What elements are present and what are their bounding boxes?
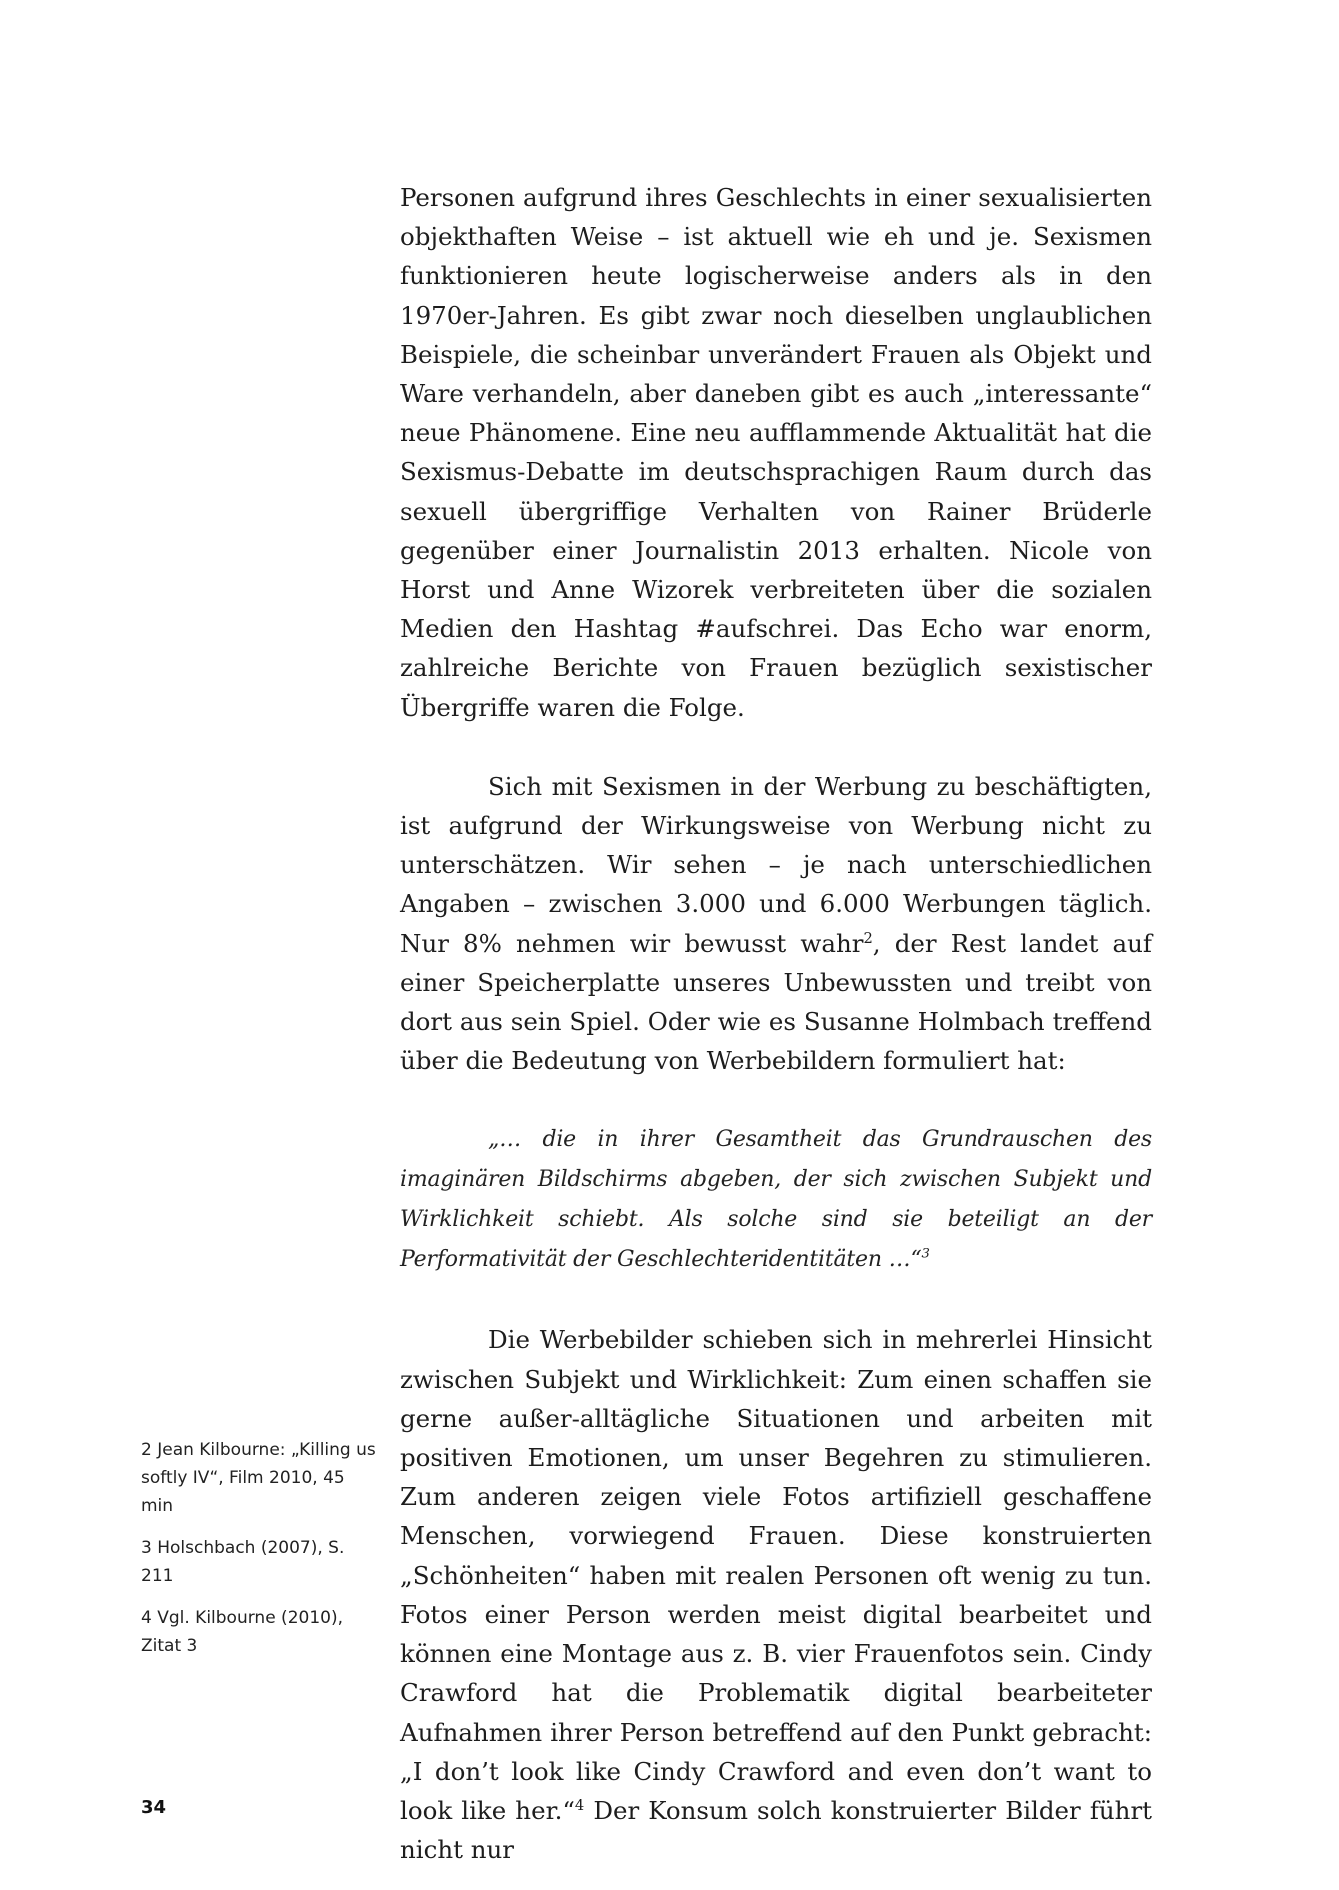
footnote-4: 4 Vgl. Kilbourne (2010), Zitat 3 [141,1608,343,1656]
body-paragraph-3-text-a: Die Werbebilder schieben sich in mehrerlei Hinsicht zwischen Subjekt und Wirklichkeit: Zum einen schaffen sie gerne außer-alltägliche Situationen und arbeiten mit positiven Emotionen, um unser Begehren zu stimulieren. Zum anderen zeigen viele Fotos artifiziell geschaffene Menschen, vorwiegend Frauen. Diese konstruierten „Schönheiten“ haben mit realen Personen oft wenig zu tun. Fotos einer Person werden meist digital bearbeitet und können eine Montage aus z. B. vier Frauenfotos sein. Cindy Crawford hat die Problematik digital bearbeiteter Aufnahmen ihrer Person betreffend auf den Punkt gebracht: „I don’t look like Cindy Crawford and even don’t want to look like her.“ [400,1325,1152,1825]
footnote-ref-4[interactable]: 4 [574,1796,585,1814]
body-paragraph-2-text-b: , der Rest landet auf einer Speicherplatte unseres Unbewussten und treibt von dort aus sein Spiel. Oder wie es Susanne Holmbach treffend über die Bedeutung von Werbebildern formuliert hat: [400,928,1152,1076]
body-paragraph-2-text-a: Sich mit Sexismen in der Werbung zu beschäftigten, ist aufgrund der Wirkungsweise von Werbung nicht zu unterschätzen. Wir sehen – je nach unterschiedlichen Angaben – zwischen 3.000 und 6.000 Werbungen täglich. Nur 8% nehmen wir bewusst wahr [400,771,1152,958]
body-paragraph-3-text-b: Der Konsum solch konstruierter Bilder führt nicht nur [400,1795,1153,1865]
footnote-3: 3 Holschbach (2007), S. 211 [141,1538,345,1586]
footnote-ref-2[interactable]: 2 [863,929,873,947]
body-paragraph-2 [400,767,1152,1081]
main-text-column [400,178,1152,1869]
block-quote-text: „… die in ihrer Gesamtheit das Grundrauschen des imaginären Bildschirms abgeben, der sich zwischen Subjekt und Wirklichkeit schiebt. Als solche sind sie beteiligt an der Performativität der Geschlechteridentitäten …“ [400,1127,1152,1273]
footnote-ref-3[interactable]: 3 [921,1247,930,1263]
footnote-2: 2 Jean Kilbourne: „Killing us softly IV“, Film 2010, 45 min [141,1440,376,1516]
block-quote [400,1120,1152,1280]
body-paragraph-3 [400,1320,1152,1869]
footnotes-column [141,1436,381,1674]
page-number: 34 [141,1797,167,1818]
body-paragraph-1: Personen aufgrund ihres Geschlechts in einer sexualisierten objekthaften Weise – ist aktuell wie eh und je. Sexismen funktionieren heute logischerweise anders als in den 1970er-Jahren. Es gibt zwar noch dieselben unglaublichen Beispiele, die scheinbar unverändert Frauen als Objekt und Ware verhandeln, aber daneben gibt es auch „interessante“ neue Phänomene. Eine neu aufflammende Aktualität hat die Sexismus-Debatte im deutschsprachigen Raum durch das sexuell übergriffige Verhalten von Rainer Brüderle gegenüber einer Journalistin 2013 erhalten. Nicole von Horst und Anne Wizorek verbreiteten über die sozialen Medien den Hashtag #aufschrei. Das Echo war enorm, zahlreiche Berichte von Frauen bezüglich sexistischer Übergriffe waren die Folge. [400,183,1152,722]
